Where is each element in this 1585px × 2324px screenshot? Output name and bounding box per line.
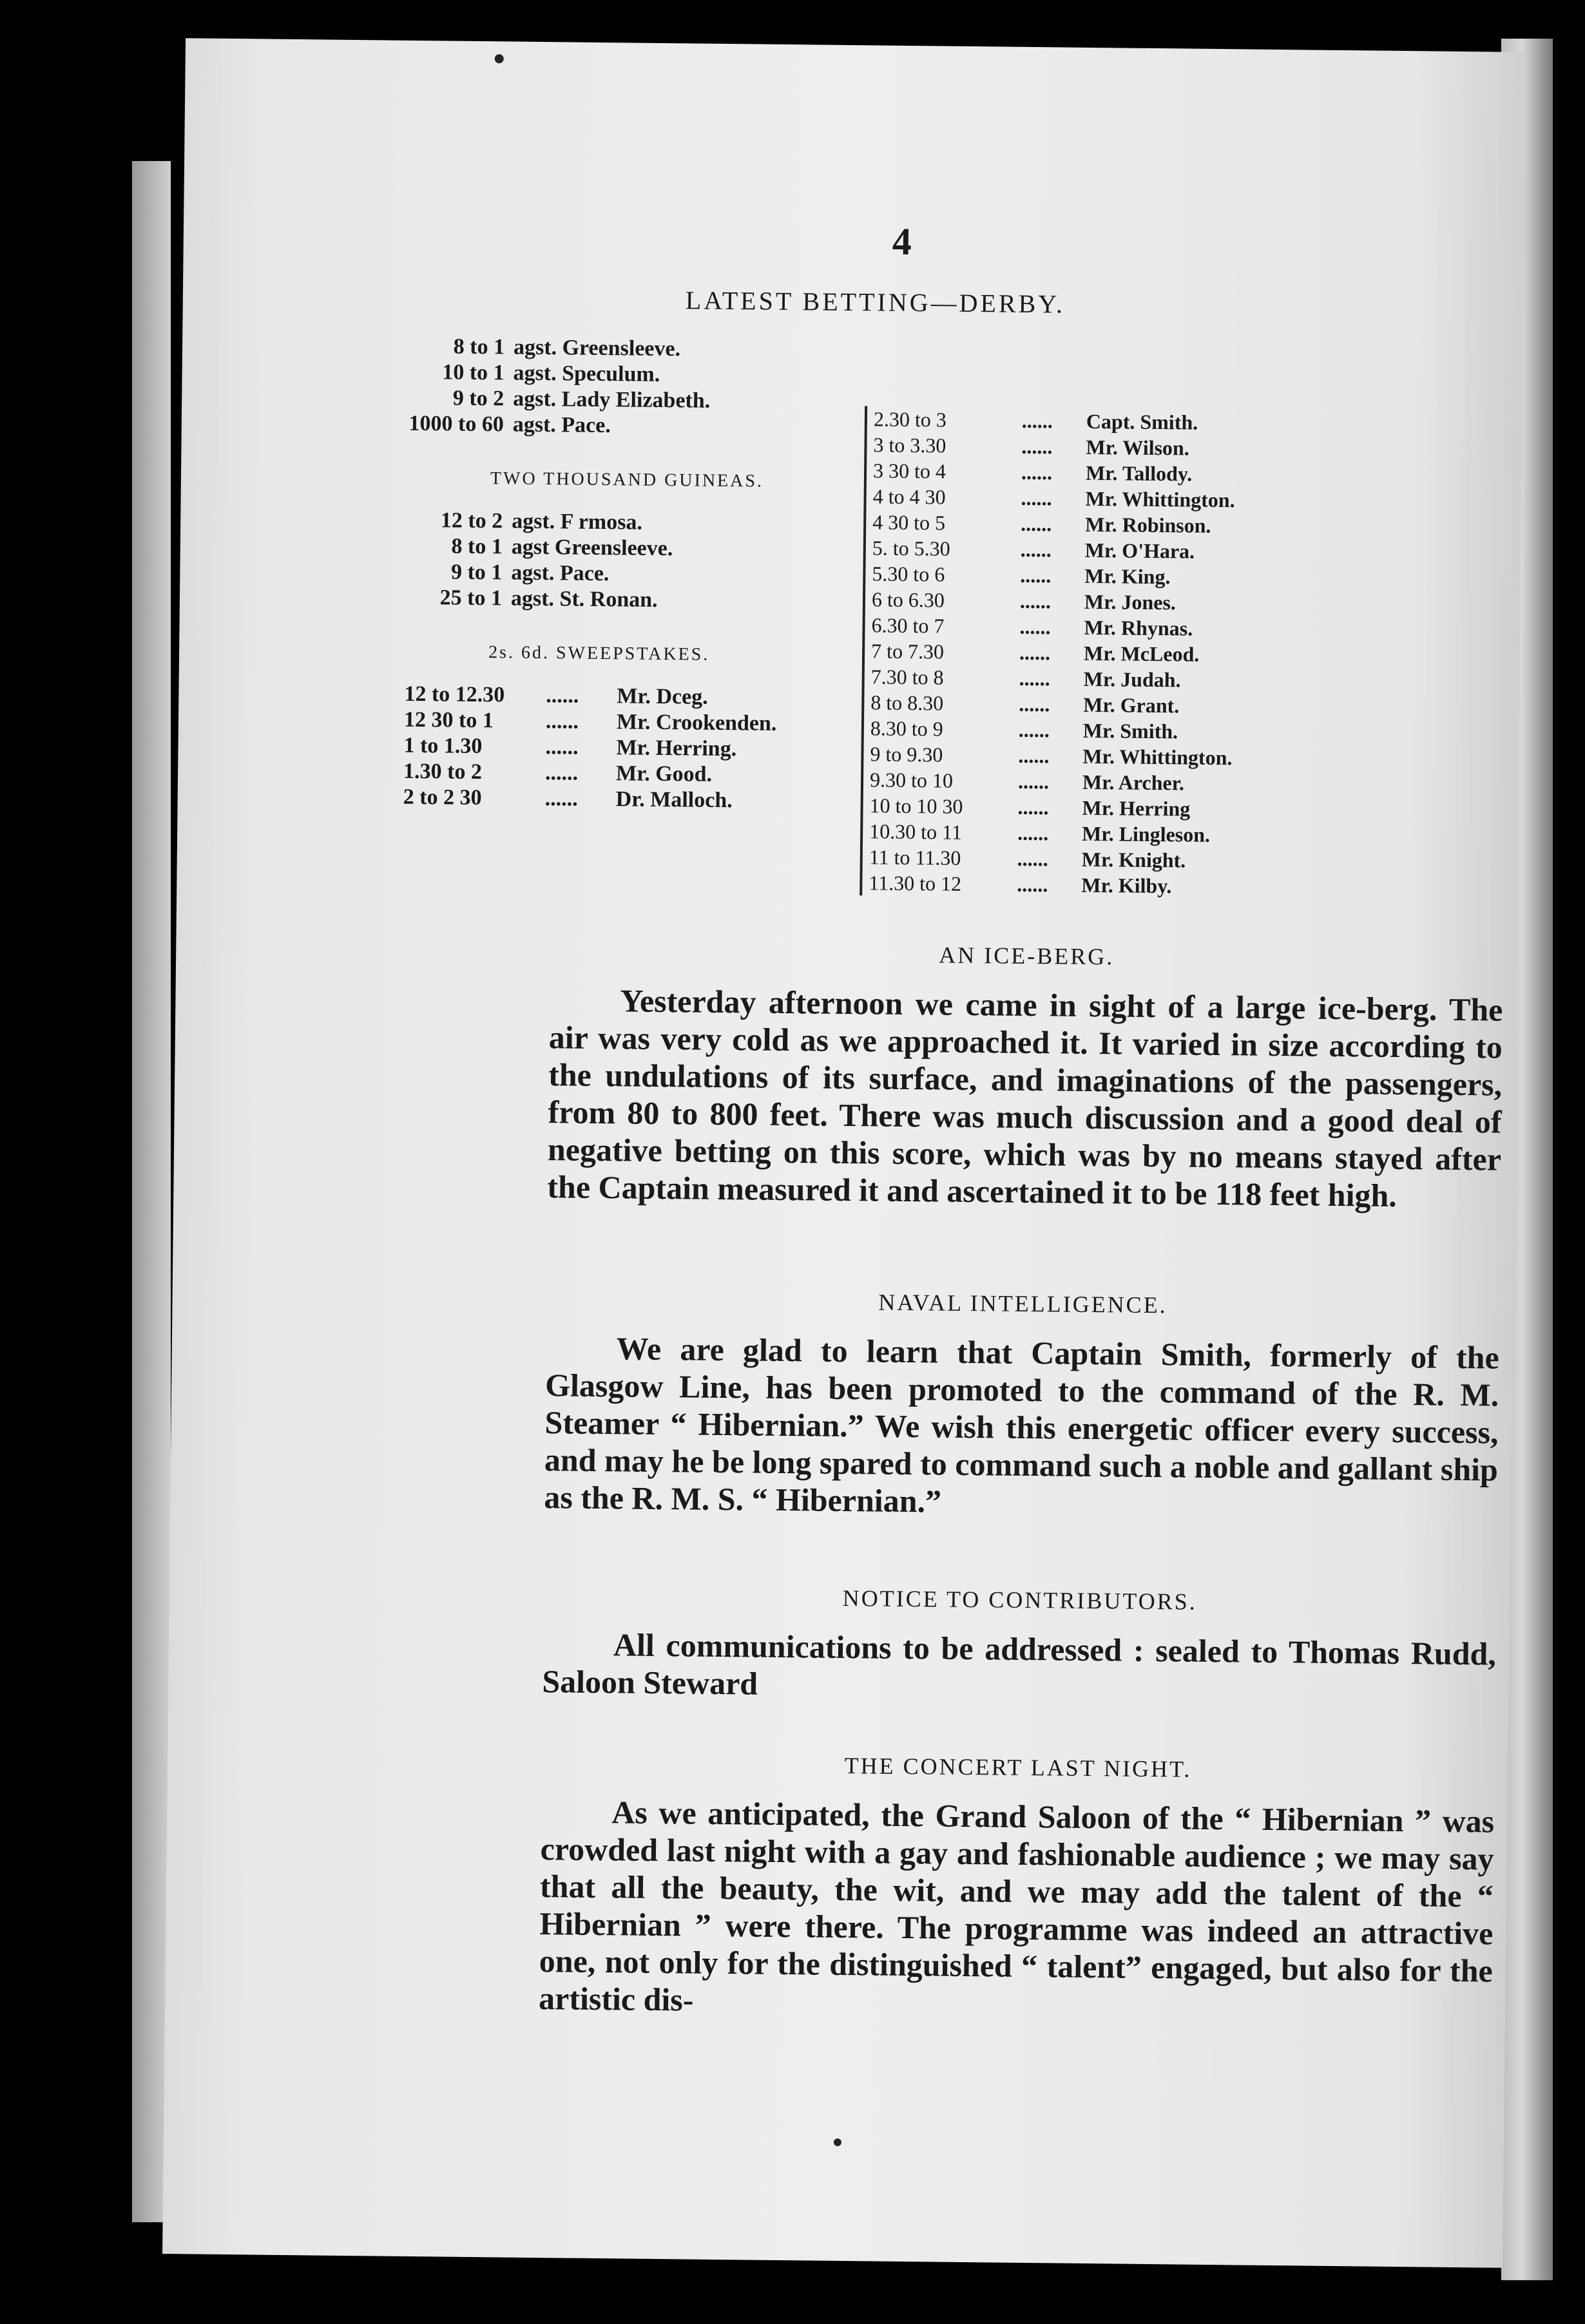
leader-dots: ......: [546, 683, 579, 708]
back-page-edge: [132, 161, 171, 2222]
iceberg-title: AN ICE-BERG.: [939, 942, 1115, 970]
time-slot: 3 30 to 4: [872, 459, 946, 483]
leader-dots: ......: [1017, 769, 1050, 794]
time-slot: 7 to 7.30: [870, 639, 945, 663]
concert-body: As we anticipated, the Grand Saloon of the “ Hibernian ” was crowded last night with a gay and fashionable audience ; we may say that all the beauty, the wit, and we may add the talent of the “ Hibernian ” were there. The programme was indeed an attractive one, not only for the distinguished “ talent” engaged, but also for the artistic dis-: [538, 1794, 1495, 2018]
time-slot: 9 to 9.30: [870, 742, 943, 767]
leader-dots: ......: [1017, 872, 1048, 897]
naval-title: NAVAL INTELLIGENCE.: [878, 1289, 1167, 1319]
time-slot: 5.30 to 6: [872, 562, 945, 586]
entrant-name: Mr. Dceg.: [617, 684, 708, 709]
sweepstake-row: [869, 844, 1231, 873]
leader-dots: ......: [1019, 666, 1050, 691]
document-page: [162, 38, 1526, 2268]
odds-row: [407, 359, 780, 389]
leader-dots: ......: [1017, 795, 1049, 819]
odds-value: 9 to 2: [452, 386, 504, 411]
odds-value: 8 to 1: [453, 334, 505, 359]
leader-dots: ......: [1019, 614, 1051, 639]
sweepstake-row: [869, 818, 1231, 848]
time-slot: 2 to 2 30: [403, 785, 482, 810]
leader-dots: ......: [1017, 821, 1049, 845]
concert-article: [539, 1749, 1495, 2026]
time-slot: 1 to 1.30: [403, 733, 483, 759]
entrant-name: Mr. Grant.: [1083, 692, 1180, 718]
notice-body: All communications to be addressed : sealed to Thomas Rudd, Saloon Steward: [542, 1626, 1497, 1702]
entrant-name: Mr. Smith.: [1082, 718, 1178, 743]
odds-row: [405, 585, 778, 614]
odds-horse: agst. St. Ronan.: [510, 586, 658, 612]
notice-article: [542, 1581, 1497, 1710]
naval-article: [544, 1285, 1500, 1525]
notice-title: NOTICE TO CONTRIBUTORS.: [842, 1585, 1197, 1615]
odds-row: [407, 411, 780, 441]
leader-dots: ......: [545, 735, 579, 759]
odds-horse: agst. Lady Elizabeth.: [513, 386, 711, 413]
odds-value: 10 to 1: [442, 360, 504, 385]
entrant-name: Mr. Jones.: [1084, 589, 1177, 614]
time-slot: 6 to 6.30: [871, 587, 945, 612]
leader-dots: ......: [1019, 589, 1052, 613]
betting-heading: LATEST BETTING—DERBY.: [685, 285, 1066, 319]
page-number: 4: [892, 220, 912, 263]
odds-row: [406, 508, 779, 537]
time-slot: 10.30 to 11: [869, 819, 963, 844]
odds-horse: agst. Greensleeve.: [513, 335, 681, 361]
odds-value: 9 to 1: [450, 560, 503, 585]
entrant-name: Mr. McLeod.: [1083, 641, 1200, 666]
sweepstake-row: [872, 509, 1234, 538]
leader-dots: ......: [1019, 640, 1051, 665]
sweepstakes-right-list: [860, 406, 1236, 899]
concert-title: THE CONCERT LAST NIGHT.: [844, 1753, 1192, 1782]
entrant-name: Mr. Whittington.: [1085, 486, 1235, 512]
time-slot: 11.30 to 12: [869, 871, 962, 895]
odds-row: [407, 385, 780, 415]
sweepstake-row: [869, 870, 1231, 899]
entrant-name: Mr. Robinson.: [1085, 512, 1211, 537]
entrant-name: Capt. Smith.: [1086, 409, 1198, 434]
sweepstake-row: [870, 767, 1232, 796]
sweepstake-row: [871, 663, 1233, 693]
sweepstake-row: [403, 785, 776, 814]
entrant-name: Mr. Knight.: [1081, 847, 1186, 872]
leader-dots: ......: [1021, 408, 1053, 433]
sweepstake-row: [870, 689, 1233, 719]
leader-dots: ......: [544, 786, 578, 811]
sweepstake-row: [870, 741, 1232, 770]
time-slot: 12 to 12.30: [404, 681, 505, 707]
time-slot: 11 to 11.30: [869, 845, 961, 870]
odds-horse: agst. F rmosa.: [512, 509, 643, 535]
sweepstake-row: [403, 759, 776, 788]
sweepstake-row: [871, 638, 1233, 667]
sweepstakes-left-list: [403, 681, 777, 814]
entrant-name: Mr. Archer.: [1082, 770, 1185, 795]
leader-dots: ......: [1021, 511, 1052, 536]
leader-dots: ......: [1020, 563, 1052, 587]
sweepstake-row: [872, 535, 1234, 564]
sweepstake-row: [403, 733, 776, 763]
odds-value: 25 to 1: [439, 586, 503, 611]
time-slot: 8.30 to 9: [870, 716, 943, 741]
time-slot: 9.30 to 10: [869, 768, 954, 792]
guineas-heading: TWO THOUSAND GUINEAS.: [490, 468, 764, 491]
leader-dots: ......: [1021, 486, 1052, 510]
entrant-name: Mr. Lingleson.: [1082, 821, 1211, 846]
betting-left-column: [403, 334, 781, 814]
sweepstake-row: [873, 432, 1235, 461]
ink-speck: [495, 54, 504, 63]
leader-dots: ......: [1017, 846, 1048, 871]
sweepstake-row: [872, 560, 1234, 590]
time-slot: 4 30 to 5: [872, 510, 946, 535]
odds-row: [406, 533, 779, 563]
entrant-name: Mr. Tallody.: [1085, 461, 1193, 486]
entrant-name: Mr. Herring: [1082, 795, 1191, 821]
odds-row: [405, 559, 778, 589]
time-slot: 6.30 to 7: [871, 613, 945, 638]
odds-value: 8 to 1: [451, 534, 503, 559]
leader-dots: ......: [544, 761, 579, 785]
entrant-name: Mr. Rhynas.: [1084, 615, 1193, 640]
leader-dots: ......: [545, 709, 579, 734]
sweepstake-row: [874, 406, 1236, 435]
derby-odds-list: [407, 334, 781, 441]
entrant-name: Mr. Herring.: [616, 736, 737, 761]
iceberg-body: Yesterday afternoon we came in sight of a large ice-berg. The air was very cold as we approached it. It varied in size according to the undulations of its surface, and imaginations of the passengers, from 80 to 800 feet. There was much discussion and a good deal of negative betting on this score, which was by no means stayed after the Captain measured it and ascertained it to be 118 feet high.: [547, 982, 1503, 1214]
odds-horse: agst. Speculum.: [513, 361, 660, 386]
leader-dots: ......: [1021, 434, 1053, 459]
iceberg-article: [547, 937, 1503, 1215]
time-slot: 8 to 8.30: [870, 691, 944, 715]
sweepstake-row: [871, 612, 1233, 642]
sweepstakes-heading: 2s. 6d. SWEEPSTAKES.: [488, 642, 710, 665]
time-slot: 10 to 10 30: [869, 794, 963, 818]
odds-horse: agst. Pace.: [512, 412, 611, 438]
odds-row: [408, 334, 781, 363]
leader-dots: ......: [1021, 460, 1053, 484]
entrant-name: Mr. Whittington.: [1082, 744, 1233, 770]
entrant-name: Mr. King.: [1084, 564, 1171, 589]
leader-dots: ......: [1020, 537, 1052, 562]
sweepstake-row: [404, 681, 777, 711]
time-slot: 5. to 5.30: [872, 536, 950, 560]
ink-speck: [834, 2138, 841, 2146]
naval-body: We are glad to learn that Captain Smith, formerly of the Glasgow Line, has been promoted to the command of the R. M. Steamer “ Hibernian.” We wish this energetic officer every success, and may he be long spared to command such a noble and gallant ship as the R. M. S. “ Hibernian.”: [544, 1330, 1500, 1519]
sweepstake-row: [873, 457, 1235, 487]
time-slot: 3 to 3.30: [873, 433, 946, 457]
entrant-name: Dr. Malloch.: [615, 787, 733, 813]
entrant-name: Mr. Kilby.: [1081, 873, 1172, 898]
odds-value: 1000 to 60: [408, 411, 504, 437]
leader-dots: ......: [1018, 743, 1050, 768]
sweepstake-row: [872, 586, 1234, 616]
time-slot: 1.30 to 2: [403, 759, 483, 785]
time-slot: 4 to 4 30: [872, 484, 946, 509]
time-slot: 2.30 to 3: [873, 407, 947, 432]
leader-dots: ......: [1018, 718, 1050, 742]
entrant-name: Mr. Good.: [615, 761, 713, 786]
odds-horse: agst Greensleeve.: [511, 535, 673, 561]
sweepstake-row: [872, 483, 1234, 513]
entrant-name: Mr. Wilson.: [1086, 435, 1190, 460]
odds-value: 12 to 2: [440, 508, 503, 533]
guineas-odds-list: [405, 508, 779, 614]
sweepstake-row: [869, 792, 1231, 822]
time-slot: 12 30 to 1: [403, 707, 494, 733]
odds-horse: agst. Pace.: [511, 560, 610, 586]
time-slot: 7.30 to 8: [870, 665, 944, 689]
sweepstake-row: [404, 707, 777, 737]
entrant-name: Mr. Judah.: [1083, 667, 1181, 692]
entrant-name: Mr. Crookenden.: [616, 710, 777, 736]
sweepstake-row: [870, 715, 1233, 745]
entrant-name: Mr. O'Hara.: [1084, 538, 1195, 563]
leader-dots: ......: [1019, 692, 1050, 716]
